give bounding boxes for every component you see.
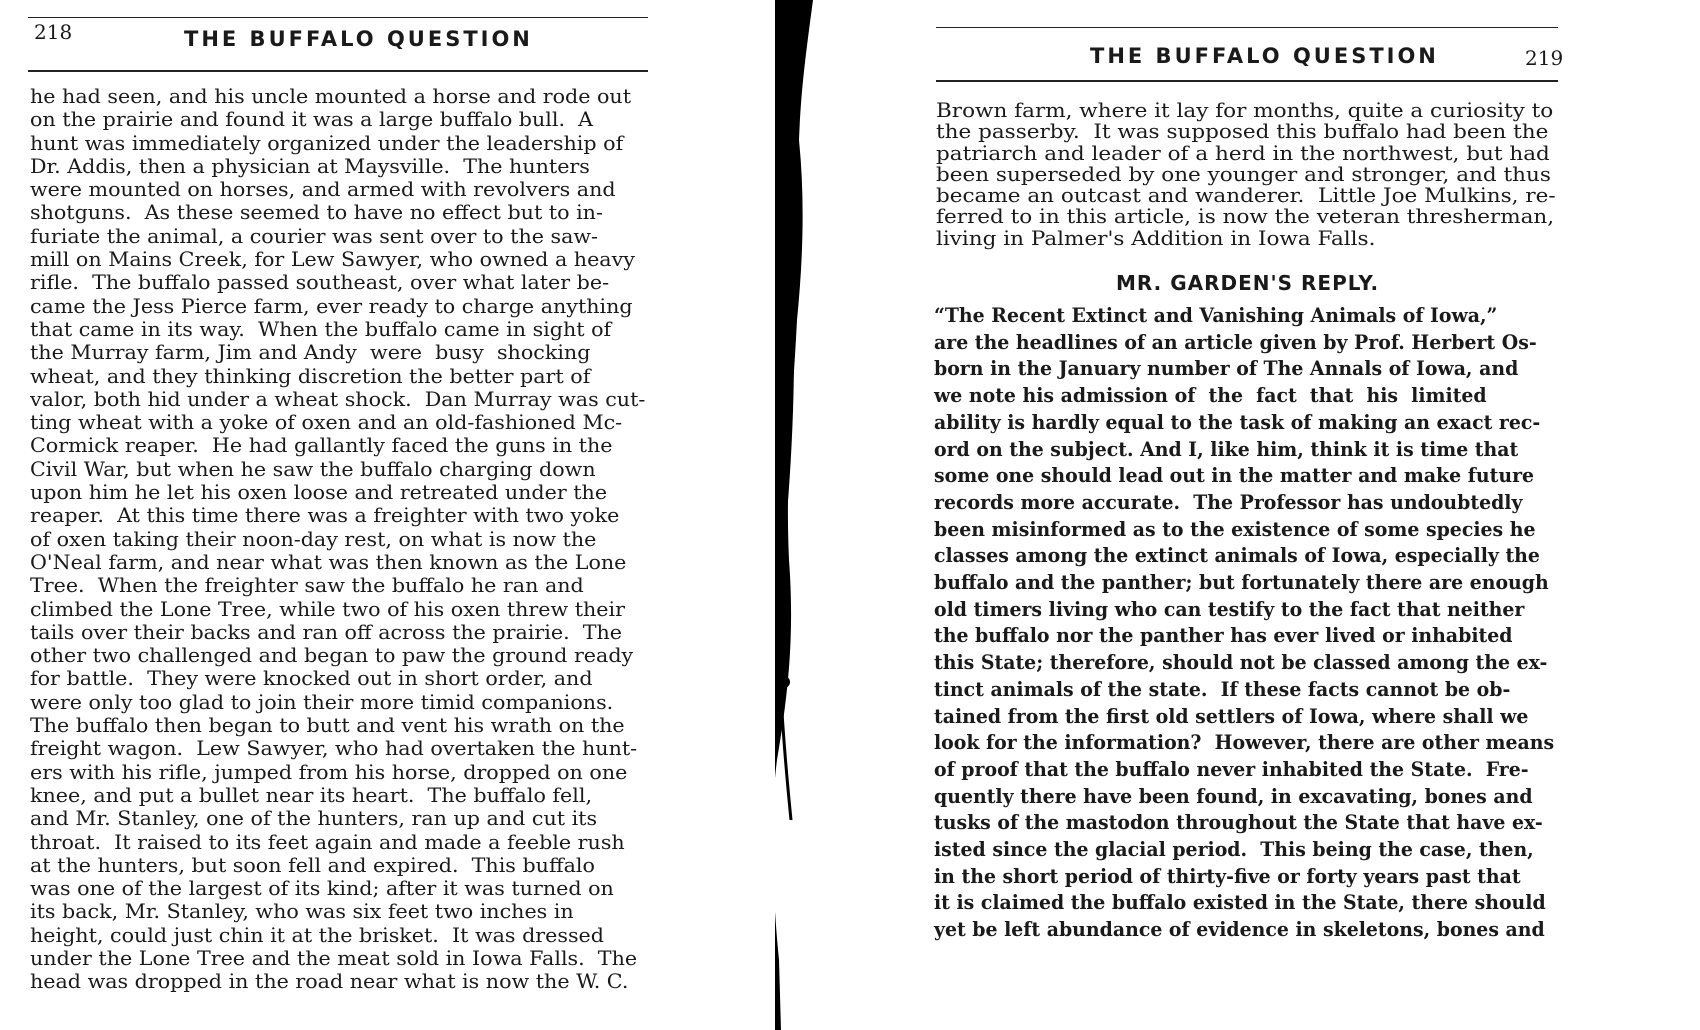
- text-line: came the Jess Pierce farm, ever ready to charge anything: [30, 294, 633, 318]
- text-line: Dr. Addis, then a physician at Maysville. The hunters: [30, 154, 590, 178]
- text-line: old timers living who can testify to the fact that neither: [934, 597, 1525, 621]
- text-line: tained from the first old settlers of Iowa, where shall we: [934, 704, 1529, 728]
- text-line: the buffalo nor the panther has ever lived or inhabited: [934, 624, 1513, 648]
- text-line: been misinformed as to the existence of some species he: [934, 517, 1536, 541]
- text-line: ers with his rifle, jumped from his horse, dropped on one: [30, 760, 628, 784]
- text-line: born in the January number of The Annals of Iowa, and: [934, 357, 1519, 381]
- right-head-rule: [936, 80, 1558, 82]
- text-line: valor, both hid under a wheat shock. Dan Murray was cut-: [30, 387, 646, 411]
- text-line: O'Neal farm, and near what was then known as the Lone: [30, 550, 627, 574]
- binding-hole-bottom: [778, 676, 790, 688]
- text-line: of oxen taking their noon-day rest, on what is now the: [30, 527, 597, 551]
- text-line: tails over their backs and ran off across the prairie. The: [30, 620, 623, 644]
- text-line: hunt was immediately organized under the leadership of: [30, 131, 624, 155]
- text-line: were mounted on horses, and armed with revolvers and: [30, 178, 616, 202]
- text-line: throat. It raised to its feet again and made a feeble rush: [30, 830, 625, 854]
- left-page-number: 218: [34, 20, 73, 44]
- text-line: the passerby. It was supposed this buffalo had been the: [936, 120, 1549, 144]
- text-line: ting wheat with a yoke of oxen and an old-fashioned Mc-: [30, 411, 623, 435]
- text-line: look for the information? However, there are other means: [934, 731, 1555, 755]
- text-line: was one of the largest of its kind; after it was turned on: [30, 877, 614, 901]
- text-line: other two challenged and began to paw the ground ready: [30, 644, 634, 668]
- text-line: in the short period of thirty-five or forty years past that: [934, 864, 1521, 888]
- text-line: were only too glad to join their more timid companions.: [30, 690, 614, 714]
- text-line: he had seen, and his uncle mounted a horse and rode out: [30, 85, 632, 108]
- left-page: [0, 0, 720, 1030]
- text-line: Cormick reaper. He had gallantly faced the guns in the: [30, 434, 613, 458]
- text-line: Civil War, but when he saw the buffalo charging down: [30, 457, 596, 481]
- text-line: are the headlines of an article given by Prof. Herbert Os-: [934, 330, 1537, 354]
- text-line: and Mr. Stanley, one of the hunters, ran up and cut its: [30, 807, 598, 831]
- text-line: under the Lone Tree and the meat sold in Iowa Falls. The: [30, 946, 638, 970]
- section-heading: MR. GARDEN'S REPLY.: [1116, 271, 1380, 295]
- text-line: rifle. The buffalo passed southeast, over what later be-: [30, 271, 610, 295]
- gutter-shadow-band: [775, 0, 813, 1030]
- text-line: upon him he let his oxen loose and retreated under the: [30, 481, 608, 505]
- text-line: we note his admission of the fact that his limited: [934, 384, 1487, 408]
- text-line: been superseded by one younger and stronger, and thus: [936, 162, 1551, 186]
- text-line: that came in its way. When the buffalo came in sight of: [30, 317, 612, 341]
- text-line: height, could just chin it at the brisket. It was dressed: [30, 923, 604, 947]
- text-line: ferred to in this article, is now the veteran thresherman,: [936, 205, 1555, 229]
- right-running-head: THE BUFFALO QUESTION: [1090, 44, 1439, 68]
- text-line: ability is hardly equal to the task of making an exact rec-: [934, 410, 1541, 434]
- right-page-number: 219: [1525, 46, 1564, 70]
- text-line: isted since the glacial period. This being the case, then,: [934, 838, 1534, 862]
- text-line: records more accurate. The Professor has undoubtedly: [934, 490, 1523, 514]
- text-line: Brown farm, where it lay for months, quite a curiosity to: [936, 99, 1554, 122]
- text-line: “The Recent Extinct and Vanishing Animals of Iowa,”: [934, 304, 1498, 327]
- text-line: buffalo and the panther; but fortunately there are enough: [934, 571, 1549, 595]
- text-line: patriarch and leader of a herd in the northwest, but had: [936, 141, 1550, 165]
- text-line: shotguns. As these seemed to have no effect but to in-: [30, 201, 603, 225]
- left-body-text: [30, 85, 646, 994]
- text-line: for battle. They were knocked out in short order, and: [30, 667, 593, 691]
- text-line: its back, Mr. Stanley, who was six feet two inches in: [30, 900, 574, 924]
- text-line: some one should lead out in the matter and make future: [934, 464, 1535, 488]
- text-line: climbed the Lone Tree, while two of his oxen threw their: [30, 597, 625, 621]
- text-line: quently there have been found, in excavating, bones and: [934, 784, 1533, 808]
- text-line: furiate the animal, a courier was sent over to the saw-: [30, 224, 599, 248]
- text-line: The buffalo then began to butt and vent his wrath on the: [30, 714, 625, 738]
- text-line: tusks of the mastodon throughout the State that have ex-: [934, 811, 1543, 835]
- left-top-rule: [28, 17, 648, 18]
- right-page: [934, 0, 1700, 1030]
- text-line: of proof that the buffalo never inhabited the State. Fre-: [934, 757, 1529, 781]
- binding-hole-top: [777, 219, 789, 231]
- text-line: reaper. At this time there was a freighter with two yoke: [30, 504, 620, 528]
- left-running-head: THE BUFFALO QUESTION: [184, 27, 533, 51]
- text-line: tinct animals of the state. If these facts cannot be ob-: [934, 677, 1511, 701]
- text-line: wheat, and they thinking discretion the better part of: [30, 364, 591, 388]
- text-line: it is claimed the buffalo existed in the State, there should: [934, 891, 1546, 915]
- reply-paragraph: [934, 303, 1574, 944]
- text-line: classes among the extinct animals of Iowa, especially the: [934, 544, 1540, 568]
- text-line: ord on the subject. And I, like him, think it is time that: [934, 437, 1519, 461]
- text-line: mill on Mains Creek, for Lew Sawyer, who owned a heavy: [30, 248, 635, 272]
- text-line: became an outcast and wanderer. Little Joe Mulkins, re-: [936, 184, 1556, 208]
- text-line: knee, and put a bullet near its heart. The buffalo fell,: [30, 783, 593, 807]
- text-line: this State; therefore, should not be classed among the ex-: [934, 651, 1548, 675]
- text-line: the Murray farm, Jim and Andy were busy shocking: [30, 341, 591, 365]
- text-line: head was dropped in the road near what is now the W. C.: [30, 970, 629, 994]
- text-line: Tree. When the freighter saw the buffalo he ran and: [30, 574, 584, 598]
- left-head-rule: [28, 70, 648, 72]
- right-top-paragraph: [936, 99, 1556, 250]
- text-line: at the hunters, but soon fell and expired. This buffalo: [30, 853, 595, 877]
- text-line: yet be left abundance of evidence in skeletons, bones and: [934, 918, 1545, 942]
- text-line: living in Palmer's Addition in Iowa Falls.: [936, 226, 1376, 250]
- text-line: on the prairie and found it was a large buffalo bull. A: [30, 108, 594, 132]
- right-top-rule: [936, 27, 1558, 28]
- text-line: freight wagon. Lew Sawyer, who had overtaken the hunt-: [30, 737, 638, 761]
